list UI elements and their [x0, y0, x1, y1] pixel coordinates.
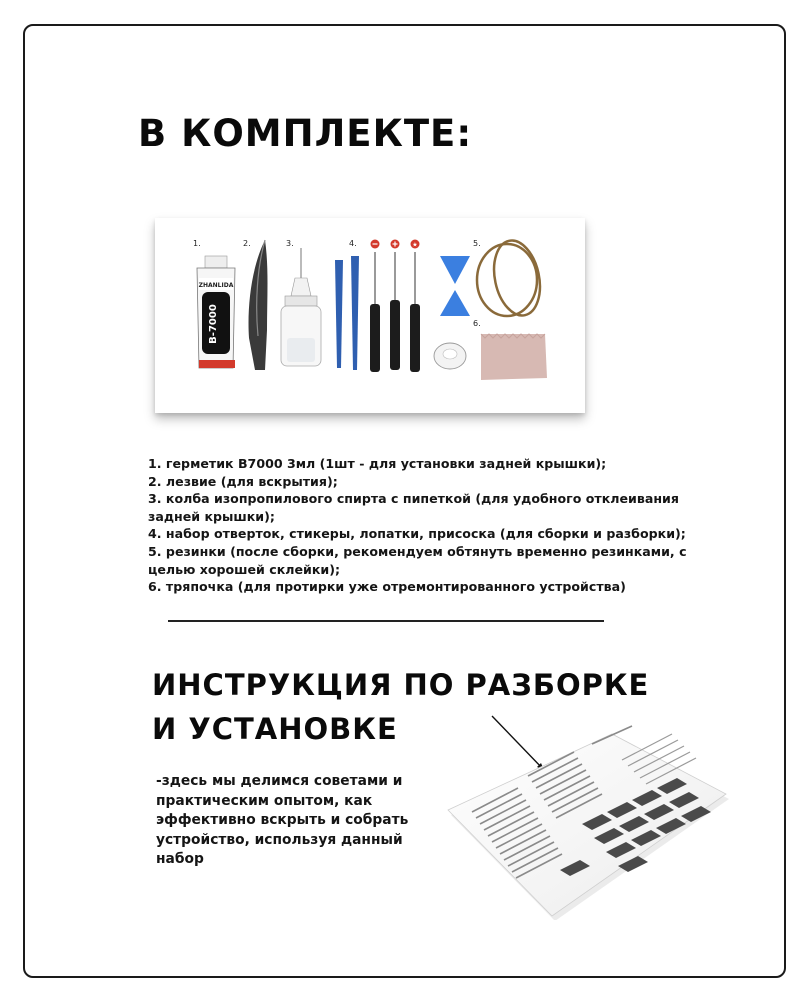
kit-item: 6. тряпочка (для протирки уже отремонтированного устройства) [148, 579, 626, 595]
opening-pick-icon-2 [440, 290, 470, 316]
kit-title: В КОМПЛЕКТЕ: [138, 112, 473, 155]
section-divider [168, 620, 604, 622]
kit-item: 1. герметик B7000 3мл (1шт - для установки задней крышки); [148, 456, 607, 471]
photo-label-3: 3. [286, 239, 294, 248]
kit-item: 2. лезвие (для вскрытия); [148, 473, 338, 489]
alcohol-bottle-icon [281, 248, 321, 366]
glue-brand-text: ZHANLIDA [198, 282, 234, 289]
kit-item: 4. набор отверток, стикеры, лопатки, присоска (для сборки и разборки); [148, 526, 686, 542]
photo-label-1: 1. [193, 239, 201, 248]
spudger-icon [335, 256, 359, 370]
glue-model-text: B-7000 [208, 304, 219, 344]
photo-label-6: 6. [473, 319, 481, 328]
instruction-description: -здесь мы делимся советами и практическим опытом, как эффективно вскрыть и собрать устройство, используя данный набор [156, 773, 409, 868]
kit-photo [155, 218, 585, 413]
instruction-title-line-2: И УСТАНОВКЕ [152, 712, 398, 746]
rubber-bands-icon [477, 236, 546, 319]
opening-pick-icon [440, 256, 470, 284]
instruction-title-line-1: ИНСТРУКЦИЯ ПО РАЗБОРКЕ [152, 668, 650, 702]
svg-text:★: ★ [412, 241, 418, 249]
suction-cup-icon [434, 343, 466, 369]
blade-icon [249, 240, 268, 370]
cleaning-cloth-icon [481, 334, 547, 380]
instruction-manual-icon [442, 720, 732, 920]
glue-tube-icon [197, 256, 235, 368]
kit-item: 5. резинки (после сборки, рекомендуем обтянуть временно резинками, с целью хорошей склейки); [148, 543, 687, 577]
kit-items-list [148, 455, 728, 596]
screwdriver-icon [370, 252, 420, 372]
photo-label-2: 2. [243, 239, 251, 248]
kit-tools-illustration [155, 218, 585, 413]
photo-label-5: 5. [473, 239, 481, 248]
kit-item: 3. колба изопропилового спирта с пипеткой (для удобного отклеивания задней крышки); [148, 491, 679, 524]
photo-label-4: 4. [349, 239, 357, 248]
